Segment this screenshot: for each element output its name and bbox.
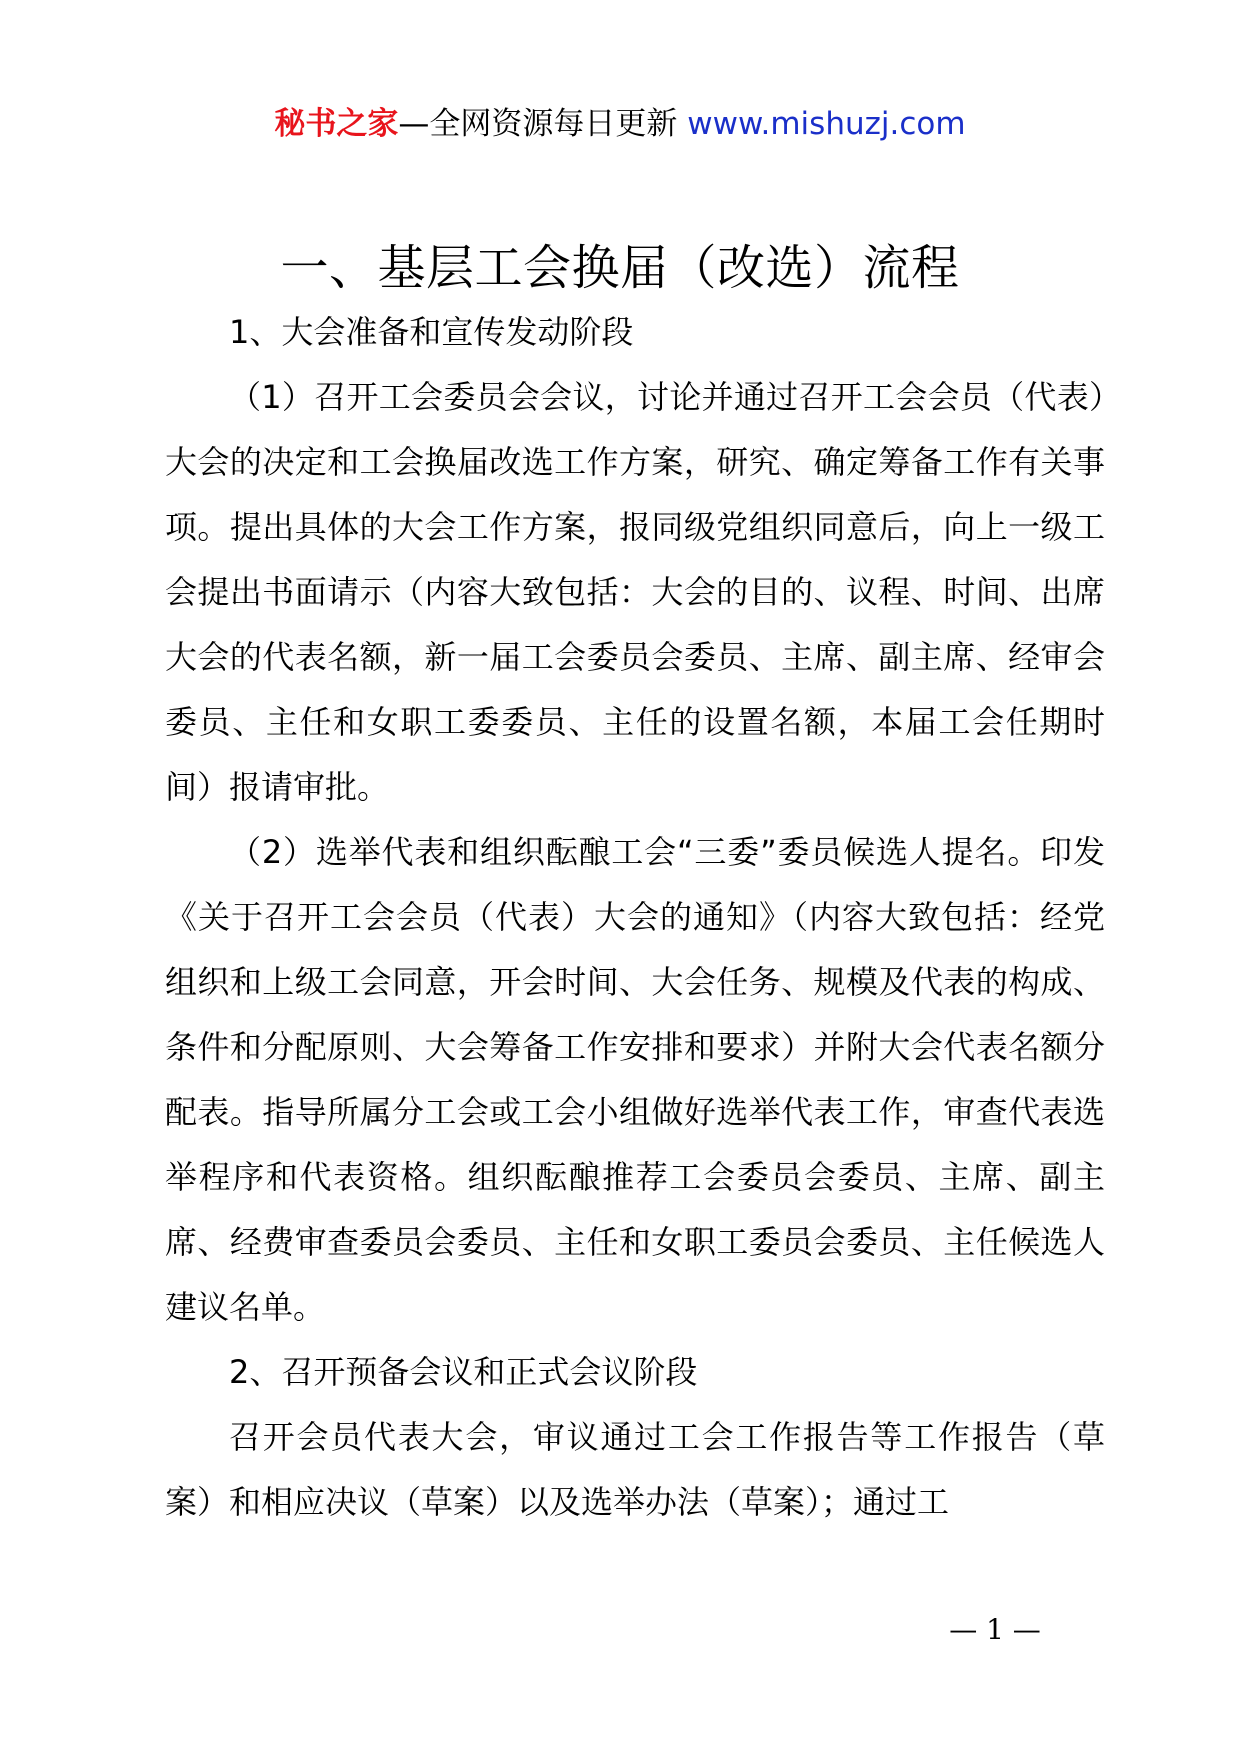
paragraph-2: （2）选举代表和组织酝酿工会“三委”委员候选人提名。印发《关于召开工会会员（代表）大会的通知》（内容大致包括：经党组织和上级工会同意，开会时间、大会任务、规模及代表的构成、条件和分配原则、大会筹备工作安排和要求）并附大会代表名额分配表。指导所属分工会或工会小组做好选举代表工作，审查代表选举程序和代表资格。组织酝酿推荐工会委员会委员、主席、副主席、经费审查委员会委员、主任和女职工委员会委员、主任候选人建议名单。: [165, 833, 1105, 1326]
document-title: 一、基层工会换届（改选）流程: [280, 240, 960, 296]
document-body: [165, 300, 1105, 1535]
brand-name: 秘书之家: [274, 106, 399, 142]
section-heading-1: 1、大会准备和宣传发动阶段: [229, 313, 634, 351]
paragraph-3: 召开会员代表大会，审议通过工会工作报告等工作报告（草案）和相应决议（草案）以及选举办法（草案）；通过工: [165, 1418, 1105, 1521]
site-watermark-header: [0, 100, 1240, 148]
section-heading-2: 2、召开预备会议和正式会议阶段: [229, 1353, 698, 1391]
paragraph-1: （1）召开工会委员会会议，讨论并通过召开工会会员（代表）大会的决定和工会换届改选工作方案，研究、确定筹备工作有关事项。提出具体的大会工作方案，报同级党组织同意后，向上一级工会提出书面请示（内容大致包括：大会的目的、议程、时间、出席大会的代表名额，新一届工会委员会委员、主席、副主席、经审会委员、主任和女职工委委员、主任的设置名额，本届工会任期时间）报请审批。: [165, 378, 1105, 806]
brand-slogan: —全网资源每日更新: [398, 106, 688, 142]
page-number: — 1 —: [949, 1613, 1041, 1646]
site-url[interactable]: www.mishuzj.com: [687, 106, 966, 142]
